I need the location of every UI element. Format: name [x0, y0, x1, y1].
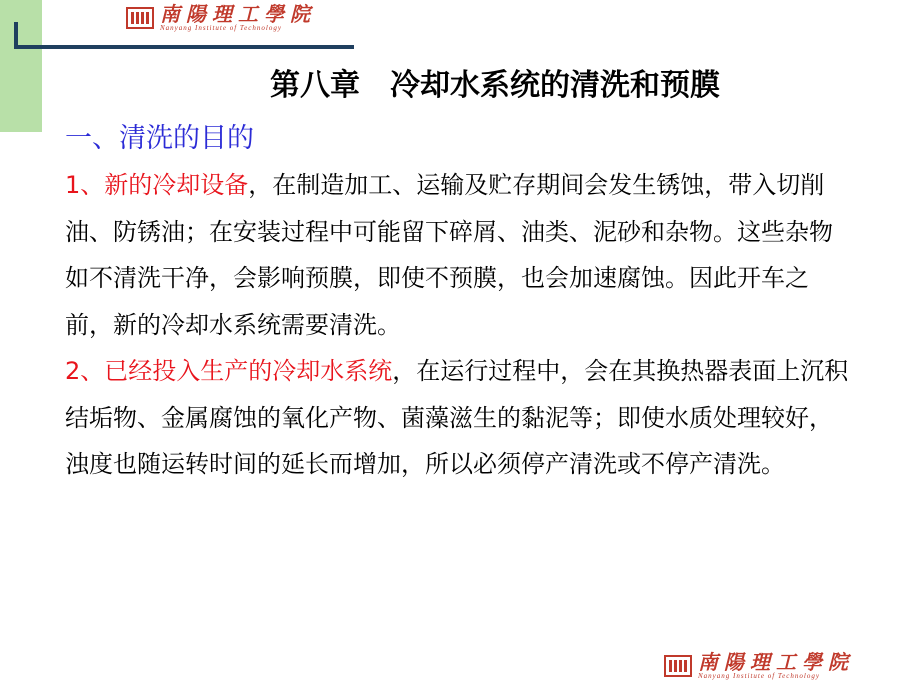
section-heading: 一、清洗的目的 [65, 123, 254, 154]
logo-english-text: Nanyang Institute of Technology [698, 672, 820, 680]
paragraph-1-text: ，在制造加工、运输及贮存期间会发生锈蚀，带入切削油、防锈油；在安装过程中可能留下碎屑、油类、泥砂和杂物。这些杂物如不清洗干净，会影响预膜，即使不预膜，也会加速腐蚀。因此开车之前，新的冷却水系统需要清洗。 [65, 171, 833, 339]
logo-chinese-text: 南陽理工學院 [698, 650, 854, 674]
paragraph-2 [65, 348, 855, 488]
slide-body [65, 162, 855, 488]
paragraph-1 [65, 162, 855, 348]
school-emblem-icon [664, 654, 692, 678]
school-logo-bottom [664, 652, 854, 680]
paragraph-2-text: ，在运行过程中，会在其换热器表面上沉积结垢物、金属腐蚀的氧化产物、菌藻滋生的黏泥等；即使水质处理较好，浊度也随运转时间的延长而增加，所以必须停产清洗或不停产清洗。 [65, 357, 849, 478]
school-emblem-icon [126, 6, 154, 30]
school-logo-top [126, 4, 316, 32]
paragraph-1-highlight: 1、新的冷却设备 [65, 171, 249, 199]
logo-english-text: Nanyang Institute of Technology [160, 24, 282, 32]
decorative-top-line [14, 45, 354, 49]
paragraph-2-highlight: 2、已经投入生产的冷却水系统 [65, 357, 393, 385]
slide-title: 第八章 冷却水系统的清洗和预膜 [270, 68, 720, 103]
logo-chinese-text: 南陽理工學院 [160, 2, 316, 26]
